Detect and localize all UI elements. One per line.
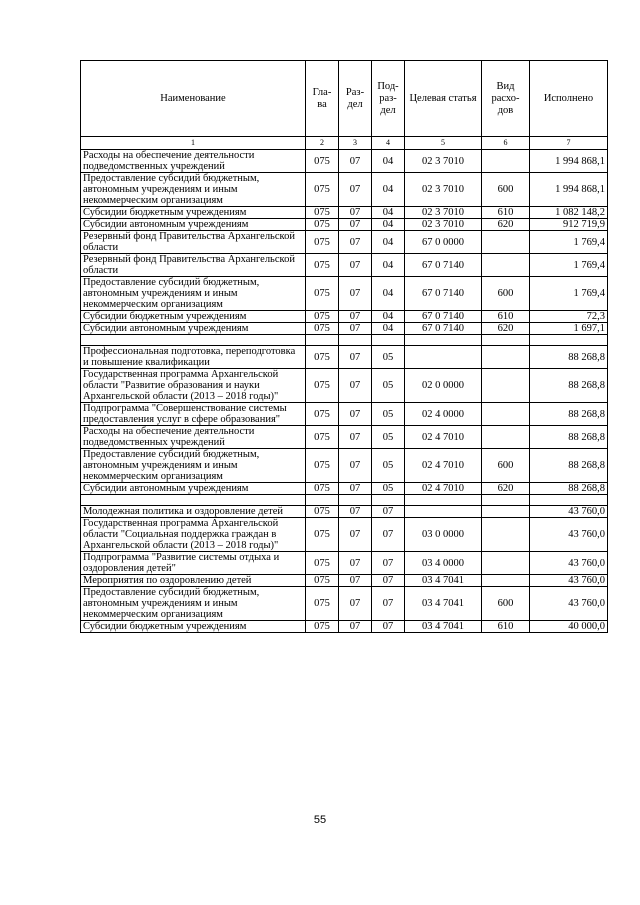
- empty-cell: [372, 495, 405, 506]
- table-row: [81, 449, 608, 483]
- table-row: [81, 483, 608, 495]
- row-vid: 620: [482, 323, 530, 335]
- table-row: [81, 207, 608, 219]
- row-podrazdel: 07: [372, 518, 405, 552]
- empty-cell: [81, 335, 306, 346]
- table-row: [81, 426, 608, 449]
- table-row-spacer: [81, 495, 608, 506]
- row-name: Расходы на обеспечение деятельности подведомственных учреждений: [81, 150, 306, 173]
- row-name: Резервный фонд Правительства Архангельской области: [81, 254, 306, 277]
- row-amount: 72,3: [530, 311, 608, 323]
- row-vid: [482, 426, 530, 449]
- row-target: 02 4 7010: [405, 483, 482, 495]
- header-razdel: Раз- дел: [339, 61, 372, 137]
- row-target: 67 0 7140: [405, 254, 482, 277]
- row-amount: 43 760,0: [530, 575, 608, 587]
- table-row: [81, 403, 608, 426]
- header-glava: Гла- ва: [306, 61, 339, 137]
- header-vid: Вид расхо- дов: [482, 61, 530, 137]
- row-amount: 1 769,4: [530, 254, 608, 277]
- column-number: 1: [81, 137, 306, 150]
- row-amount: 1 994 868,1: [530, 150, 608, 173]
- row-name: Субсидии автономным учреждениям: [81, 483, 306, 495]
- row-glava: 075: [306, 403, 339, 426]
- row-glava: 075: [306, 277, 339, 311]
- row-amount: 1 697,1: [530, 323, 608, 335]
- row-podrazdel: 04: [372, 207, 405, 219]
- column-number: 4: [372, 137, 405, 150]
- row-vid: 620: [482, 219, 530, 231]
- row-razdel: 07: [339, 575, 372, 587]
- row-podrazdel: 05: [372, 346, 405, 369]
- row-amount: 1 994 868,1: [530, 173, 608, 207]
- row-vid: [482, 518, 530, 552]
- row-vid: [482, 506, 530, 518]
- row-razdel: 07: [339, 506, 372, 518]
- table-row: [81, 173, 608, 207]
- row-podrazdel: 04: [372, 173, 405, 207]
- row-target: 67 0 7140: [405, 277, 482, 311]
- row-razdel: 07: [339, 207, 372, 219]
- row-target: [405, 506, 482, 518]
- row-target: 02 0 0000: [405, 369, 482, 403]
- row-vid: [482, 369, 530, 403]
- row-glava: 075: [306, 506, 339, 518]
- table-row: [81, 552, 608, 575]
- empty-cell: [482, 495, 530, 506]
- row-target: 03 4 7041: [405, 621, 482, 633]
- row-glava: 075: [306, 552, 339, 575]
- row-podrazdel: 07: [372, 552, 405, 575]
- row-vid: 600: [482, 277, 530, 311]
- row-vid: 600: [482, 449, 530, 483]
- row-razdel: 07: [339, 150, 372, 173]
- row-glava: 075: [306, 518, 339, 552]
- row-podrazdel: 04: [372, 150, 405, 173]
- header-done: Исполнено: [530, 61, 608, 137]
- empty-cell: [405, 335, 482, 346]
- row-glava: 075: [306, 426, 339, 449]
- row-vid: 600: [482, 173, 530, 207]
- row-name: Подпрограмма "Совершенствование системы предоставления услуг в сфере образования": [81, 403, 306, 426]
- row-glava: 075: [306, 311, 339, 323]
- row-amount: 43 760,0: [530, 506, 608, 518]
- table-row-spacer: [81, 335, 608, 346]
- row-glava: 075: [306, 346, 339, 369]
- empty-cell: [339, 335, 372, 346]
- row-amount: 43 760,0: [530, 518, 608, 552]
- row-target: 03 4 7041: [405, 575, 482, 587]
- row-podrazdel: 07: [372, 587, 405, 621]
- page-number: 55: [313, 814, 327, 826]
- row-glava: 075: [306, 575, 339, 587]
- row-podrazdel: 05: [372, 369, 405, 403]
- row-razdel: 07: [339, 311, 372, 323]
- row-razdel: 07: [339, 346, 372, 369]
- table-row: [81, 506, 608, 518]
- column-number: 3: [339, 137, 372, 150]
- table-row: [81, 231, 608, 254]
- row-target: 03 4 0000: [405, 552, 482, 575]
- row-amount: 88 268,8: [530, 369, 608, 403]
- table-row: [81, 277, 608, 311]
- row-razdel: 07: [339, 277, 372, 311]
- row-name: Резервный фонд Правительства Архангельской области: [81, 231, 306, 254]
- table-row: [81, 587, 608, 621]
- row-razdel: 07: [339, 254, 372, 277]
- row-podrazdel: 05: [372, 449, 405, 483]
- row-vid: 620: [482, 483, 530, 495]
- row-vid: 610: [482, 207, 530, 219]
- row-podrazdel: 04: [372, 311, 405, 323]
- row-name: Субсидии бюджетным учреждениям: [81, 207, 306, 219]
- header-podrazdel: Под- раз- дел: [372, 61, 405, 137]
- row-amount: 88 268,8: [530, 426, 608, 449]
- row-podrazdel: 05: [372, 483, 405, 495]
- row-target: 02 3 7010: [405, 173, 482, 207]
- row-amount: 88 268,8: [530, 346, 608, 369]
- row-glava: 075: [306, 150, 339, 173]
- row-razdel: 07: [339, 173, 372, 207]
- row-target: 03 4 7041: [405, 587, 482, 621]
- row-glava: 075: [306, 323, 339, 335]
- column-number: 6: [482, 137, 530, 150]
- row-razdel: 07: [339, 587, 372, 621]
- row-glava: 075: [306, 219, 339, 231]
- row-amount: 88 268,8: [530, 449, 608, 483]
- table-row: [81, 150, 608, 173]
- column-number: 5: [405, 137, 482, 150]
- row-name: Предоставление субсидий бюджетным, автономным учреждениям и иным некоммерческим организациям: [81, 587, 306, 621]
- row-target: 03 0 0000: [405, 518, 482, 552]
- row-razdel: 07: [339, 403, 372, 426]
- row-amount: 43 760,0: [530, 552, 608, 575]
- row-name: Профессиональная подготовка, переподготовка и повышение квалификации: [81, 346, 306, 369]
- row-amount: 1 769,4: [530, 277, 608, 311]
- row-name: Расходы на обеспечение деятельности подведомственных учреждений: [81, 426, 306, 449]
- row-target: 02 4 7010: [405, 426, 482, 449]
- budget-table: [80, 60, 608, 633]
- row-name: Молодежная политика и оздоровление детей: [81, 506, 306, 518]
- row-name: Субсидии автономным учреждениям: [81, 323, 306, 335]
- row-name: Государственная программа Архангельской области "Социальная поддержка граждан в Архангельской области (2013 – 2018 годы)": [81, 518, 306, 552]
- row-amount: 88 268,8: [530, 483, 608, 495]
- row-name: Государственная программа Архангельской области "Развитие образования и науки Архангельской области (2013 – 2018 годы)": [81, 369, 306, 403]
- row-razdel: 07: [339, 483, 372, 495]
- row-name: Субсидии автономным учреждениям: [81, 219, 306, 231]
- table-row: [81, 346, 608, 369]
- row-podrazdel: 07: [372, 506, 405, 518]
- row-vid: 600: [482, 587, 530, 621]
- row-podrazdel: 07: [372, 621, 405, 633]
- row-razdel: 07: [339, 231, 372, 254]
- table-body: [81, 150, 608, 633]
- row-amount: 1 082 148,2: [530, 207, 608, 219]
- table-row: [81, 323, 608, 335]
- row-podrazdel: 04: [372, 323, 405, 335]
- table-row: [81, 369, 608, 403]
- row-glava: 075: [306, 173, 339, 207]
- row-vid: [482, 552, 530, 575]
- row-razdel: 07: [339, 369, 372, 403]
- header-target: Целевая статья: [405, 61, 482, 137]
- row-glava: 075: [306, 483, 339, 495]
- table-row: [81, 575, 608, 587]
- row-razdel: 07: [339, 449, 372, 483]
- empty-cell: [482, 335, 530, 346]
- table-row: [81, 518, 608, 552]
- row-amount: 912 719,9: [530, 219, 608, 231]
- column-number: 7: [530, 137, 608, 150]
- row-glava: 075: [306, 587, 339, 621]
- row-vid: [482, 150, 530, 173]
- row-glava: 075: [306, 207, 339, 219]
- row-name: Предоставление субсидий бюджетным, автономным учреждениям и иным некоммерческим организациям: [81, 449, 306, 483]
- row-glava: 075: [306, 621, 339, 633]
- empty-cell: [339, 495, 372, 506]
- row-glava: 075: [306, 231, 339, 254]
- row-vid: [482, 575, 530, 587]
- row-podrazdel: 05: [372, 403, 405, 426]
- empty-cell: [530, 335, 608, 346]
- row-razdel: 07: [339, 552, 372, 575]
- empty-cell: [306, 495, 339, 506]
- empty-cell: [372, 335, 405, 346]
- row-name: Подпрограмма "Развитие системы отдыха и оздоровления детей": [81, 552, 306, 575]
- row-glava: 075: [306, 369, 339, 403]
- row-razdel: 07: [339, 621, 372, 633]
- row-target: 02 4 0000: [405, 403, 482, 426]
- row-podrazdel: 04: [372, 277, 405, 311]
- row-amount: 40 000,0: [530, 621, 608, 633]
- row-target: 67 0 7140: [405, 323, 482, 335]
- row-target: 67 0 7140: [405, 311, 482, 323]
- row-amount: 1 769,4: [530, 231, 608, 254]
- row-target: 02 4 7010: [405, 449, 482, 483]
- row-podrazdel: 04: [372, 231, 405, 254]
- row-vid: 610: [482, 311, 530, 323]
- row-amount: 43 760,0: [530, 587, 608, 621]
- row-razdel: 07: [339, 219, 372, 231]
- row-razdel: 07: [339, 518, 372, 552]
- row-vid: [482, 346, 530, 369]
- row-vid: 610: [482, 621, 530, 633]
- empty-cell: [81, 495, 306, 506]
- empty-cell: [306, 335, 339, 346]
- row-target: [405, 346, 482, 369]
- row-podrazdel: 05: [372, 426, 405, 449]
- row-vid: [482, 403, 530, 426]
- column-number-row: [81, 137, 608, 150]
- row-vid: [482, 254, 530, 277]
- row-amount: 88 268,8: [530, 403, 608, 426]
- table-row: [81, 219, 608, 231]
- row-name: Субсидии бюджетным учреждениям: [81, 311, 306, 323]
- row-razdel: 07: [339, 426, 372, 449]
- row-glava: 075: [306, 254, 339, 277]
- row-target: 02 3 7010: [405, 150, 482, 173]
- row-podrazdel: 04: [372, 219, 405, 231]
- row-target: 67 0 0000: [405, 231, 482, 254]
- row-podrazdel: 04: [372, 254, 405, 277]
- row-podrazdel: 07: [372, 575, 405, 587]
- empty-cell: [530, 495, 608, 506]
- table-row: [81, 621, 608, 633]
- row-vid: [482, 231, 530, 254]
- row-name: Предоставление субсидий бюджетным, автономным учреждениям и иным некоммерческим организациям: [81, 277, 306, 311]
- row-target: 02 3 7010: [405, 219, 482, 231]
- row-name: Мероприятия по оздоровлению детей: [81, 575, 306, 587]
- row-target: 02 3 7010: [405, 207, 482, 219]
- row-name: Субсидии бюджетным учреждениям: [81, 621, 306, 633]
- empty-cell: [405, 495, 482, 506]
- table-row: [81, 311, 608, 323]
- header-row: [81, 61, 608, 137]
- table-row: [81, 254, 608, 277]
- row-razdel: 07: [339, 323, 372, 335]
- column-number: 2: [306, 137, 339, 150]
- row-name: Предоставление субсидий бюджетным, автономным учреждениям и иным некоммерческим организациям: [81, 173, 306, 207]
- header-name: Наименование: [81, 61, 306, 137]
- row-glava: 075: [306, 449, 339, 483]
